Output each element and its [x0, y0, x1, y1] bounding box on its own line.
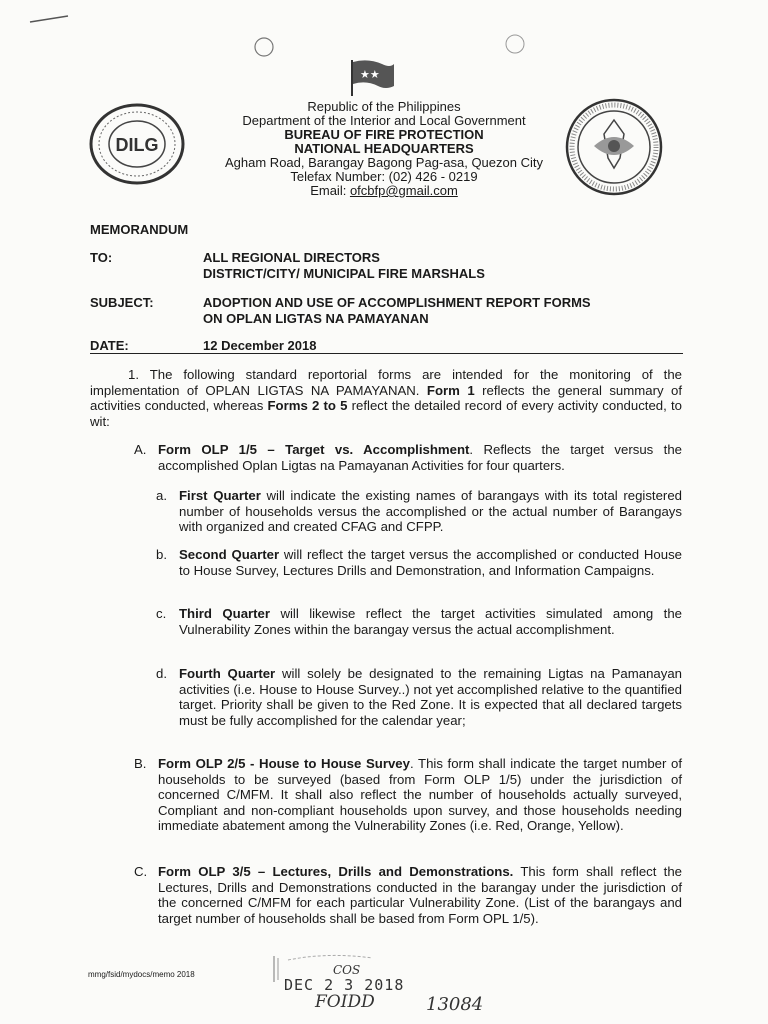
date-label: DATE:: [90, 338, 129, 353]
item-b-body: will reflect the target versus the accomplished or conducted House to House Survey, Lectures Drills and Demonstration, and Information Campaigns.: [179, 547, 682, 578]
stamp-date: DEC 2 3 2018: [284, 976, 405, 994]
flag-icon: [348, 58, 398, 96]
item-a-heading: First Quarter: [179, 488, 261, 503]
p1-text-1: 1. The following standard reportorial forms are intended for the monitoring of the implementation of OPLAN LIGTAS NA PAMAYANAN.: [90, 367, 682, 398]
header-divider: [90, 353, 683, 354]
p1-text-2: reflects the general summary of activities conducted, whereas: [90, 382, 683, 414]
section-a-text: [158, 442, 682, 473]
to-label: TO:: [90, 250, 113, 265]
p1-text-3: reflect the detailed record of every activity conducted, to wit:: [90, 398, 682, 429]
to-line-1: ALL REGIONAL DIRECTORS: [203, 250, 380, 265]
svg-text:★★: ★★: [360, 68, 380, 81]
item-c-body: will likewise reflect the target activities simulated among the Vulnerability Zones within the barangay versus the actual accomplishment.: [179, 606, 682, 637]
item-b-text: [179, 547, 682, 578]
to-line-2: DISTRICT/CITY/ MUNICIPAL FIRE MARSHALS: [203, 266, 485, 281]
header-telefax: Telefax Number: (02) 426 - 0219: [290, 169, 478, 184]
handwritten-number: 13084: [426, 994, 484, 1015]
to-value: [203, 250, 485, 282]
item-c-marker: c.: [156, 606, 167, 621]
subject-line-2: ON OPLAN LIGTAS NA PAMAYANAN: [203, 311, 429, 326]
subject-value: [203, 295, 591, 327]
item-a-marker: a.: [156, 488, 167, 503]
p1-bold-2: Forms 2 to 5: [267, 398, 348, 414]
section-c-body: This form shall reflect the Lectures, Drills and Demonstrations conducted in the barangay under the jurisdiction of the concerned C/MFM for each particular Vulnerability Zone. (List of the barangays and target number of households shall be based from Form OPL 1/5).: [158, 864, 682, 926]
item-c-heading: Third Quarter: [179, 606, 271, 621]
item-d-heading: Fourth Quarter: [179, 666, 276, 681]
item-b-heading: Second Quarter: [179, 547, 280, 562]
section-b-marker: B.: [134, 756, 147, 771]
section-a-heading: Form OLP 1/5 – Target vs. Accomplishment: [158, 442, 470, 457]
item-b-marker: b.: [156, 547, 167, 562]
section-b-text: [158, 756, 682, 834]
section-c-marker: C.: [134, 864, 148, 879]
date-value: 12 December 2018: [203, 338, 317, 353]
email-label: Email:: [310, 183, 350, 198]
email-link[interactable]: ofcbfp@gmail.com: [349, 183, 458, 198]
dilg-logo-text: DILG: [115, 135, 159, 155]
item-d-marker: d.: [156, 666, 167, 681]
p1-bold-1: Form 1: [426, 382, 475, 398]
item-d-body: will solely be designated to the remaining Ligtas na Pamanayan activities (i.e. House to House Survey..) not yet accomplished relative to the quantified target. Priority shall be given to the Red Zone. It is expected that all declared targets must be fully accomplished for the calendar year;: [179, 666, 683, 728]
item-a-text: [179, 488, 682, 535]
footer-file-path: mmg/fsid/mydocs/memo 2018: [88, 970, 195, 979]
header-department: Department of the Interior and Local Government: [242, 113, 526, 128]
handwritten-foidd: FOIDD: [315, 992, 375, 1012]
handwritten-cos: COS: [333, 963, 361, 977]
header-republic: Republic of the Philippines: [307, 99, 461, 114]
header-email: [0, 184, 768, 198]
header-headquarters: NATIONAL HEADQUARTERS: [294, 141, 474, 156]
item-d-text: [179, 666, 682, 728]
memo-title: MEMORANDUM: [90, 222, 189, 237]
header-bureau: BUREAU OF FIRE PROTECTION: [284, 127, 484, 142]
subject-line-1: ADOPTION AND USE OF ACCOMPLISHMENT REPORT FORMS: [203, 295, 591, 310]
section-a-marker: A.: [134, 442, 147, 457]
section-b-heading: Form OLP 2/5 - House to House Survey: [158, 756, 410, 771]
section-c-heading: Form OLP 3/5 – Lectures, Drills and Demonstrations.: [158, 864, 514, 879]
paragraph-1: [90, 367, 682, 429]
header-address: Agham Road, Barangay Bagong Pag-asa, Quezon City: [225, 155, 543, 170]
item-a-body: will indicate the existing names of barangays with its total registered number of households versus the accomplished or the actual number of Barangays with organized and created CFAG and CFPP.: [179, 488, 682, 535]
section-b-body: . This form shall indicate the target number of households to be surveyed (based from Form OLP 1/5) under the jurisdiction of concerned C/MFM. It shall also reflect the number of households actually surveyed, Compliant and non-compliant households upon survey, and those households needing immediate abatement among the Vulnerability Zones (i.e. Red, Orange, Yellow).: [158, 756, 683, 834]
item-c-text: [179, 606, 682, 637]
subject-label: SUBJECT:: [90, 295, 154, 310]
section-c-text: [158, 864, 682, 926]
section-a-body: . Reflects the target versus the accomplished Oplan Ligtas na Pamayanan Activities for four quarters.: [158, 442, 682, 473]
